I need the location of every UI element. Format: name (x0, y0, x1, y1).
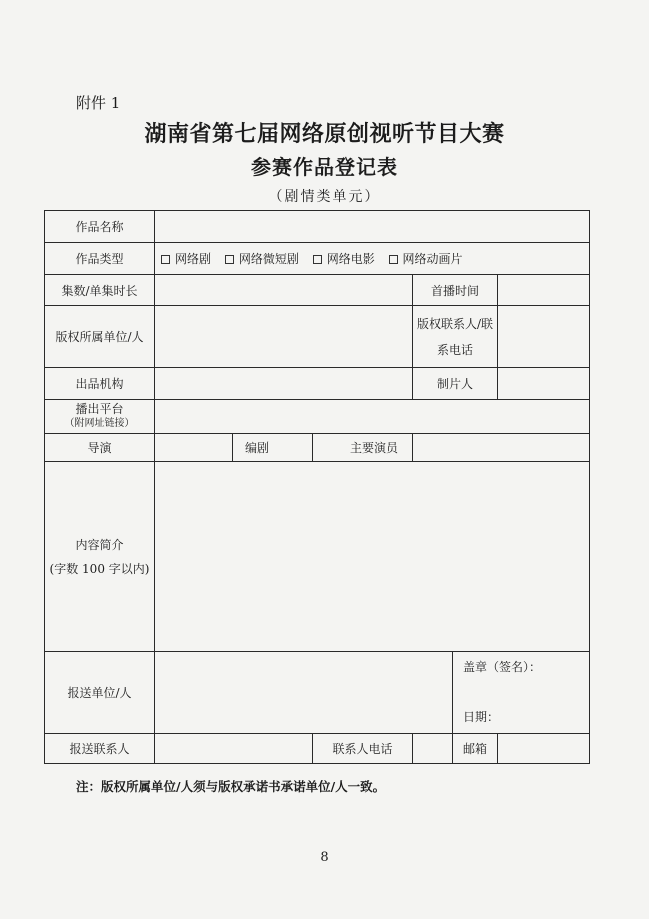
email-field[interactable] (498, 734, 590, 764)
submit-unit-label: 报送单位/人 (45, 652, 155, 734)
form-title: 参赛作品登记表 (251, 155, 398, 179)
row-episodes (45, 275, 590, 306)
footnote: 注：版权所属单位/人须与版权承诺书承诺单位/人一致。 (76, 779, 386, 794)
producer-org-label: 出品机构 (45, 368, 155, 400)
producer-org-field[interactable] (155, 368, 413, 400)
cast-label: 主要演员 (313, 434, 413, 462)
premiere-label: 首播时间 (413, 275, 498, 306)
row-copyright (45, 306, 590, 368)
category-subtitle: （剧情类单元） (268, 189, 381, 205)
copyright-unit-label: 版权所属单位/人 (45, 306, 155, 368)
premiere-field[interactable] (498, 275, 590, 306)
checkbox-icon[interactable] (161, 255, 170, 264)
row-credits (45, 434, 590, 462)
row-producer (45, 368, 590, 400)
date-label: 日期： (463, 710, 500, 724)
work-type-option[interactable]: 网络动画片 (389, 252, 463, 266)
stamp-cell[interactable] (453, 652, 590, 734)
page-title: 湖南省第七届网络原创视听节目大赛 (144, 121, 505, 147)
synopsis-field[interactable] (155, 462, 590, 652)
row-platform (45, 400, 590, 434)
stamp-label: 盖章（签名）： (463, 660, 542, 674)
submit-contact-field[interactable] (155, 734, 313, 764)
page-number: 8 (320, 850, 329, 865)
contact-phone-field[interactable] (413, 734, 453, 764)
copyright-unit-field[interactable] (155, 306, 413, 368)
attachment-label: 附件 1 (76, 94, 121, 112)
work-type-options (155, 243, 590, 275)
row-work-name (45, 211, 590, 243)
submit-contact-label: 报送联系人 (45, 734, 155, 764)
work-type-option[interactable]: 网络剧 (161, 252, 211, 266)
row-work-type (45, 243, 590, 275)
work-name-field[interactable] (155, 211, 590, 243)
work-type-option[interactable]: 网络微短剧 (225, 252, 299, 266)
row-submit-unit (45, 652, 590, 734)
director-field[interactable] (155, 434, 233, 462)
episodes-field[interactable] (155, 275, 413, 306)
platform-field[interactable] (155, 400, 590, 434)
copyright-contact-field[interactable] (498, 306, 590, 368)
row-synopsis (45, 462, 590, 652)
row-submit-contact (45, 734, 590, 764)
cast-field[interactable] (413, 434, 590, 462)
checkbox-icon[interactable] (389, 255, 398, 264)
copyright-contact-label: 版权联系人/联 系电话 (413, 306, 498, 368)
checkbox-icon[interactable] (225, 255, 234, 264)
producer-label: 制片人 (413, 368, 498, 400)
producer-field[interactable] (498, 368, 590, 400)
work-type-label: 作品类型 (45, 243, 155, 275)
contact-phone-label: 联系人电话 (313, 734, 413, 764)
email-label: 邮箱 (453, 734, 498, 764)
checkbox-icon[interactable] (313, 255, 322, 264)
work-name-label: 作品名称 (45, 211, 155, 243)
registration-form-table (44, 210, 590, 764)
screenwriter-label: 编剧 (233, 434, 313, 462)
work-type-option[interactable]: 网络电影 (313, 252, 375, 266)
platform-label: 播出平台 （附网址链接） (45, 400, 155, 434)
episodes-label: 集数/单集时长 (45, 275, 155, 306)
synopsis-label: 内容简介 (字数 100 字以内) (45, 462, 155, 652)
submit-unit-field[interactable] (155, 652, 453, 734)
director-label: 导演 (45, 434, 155, 462)
